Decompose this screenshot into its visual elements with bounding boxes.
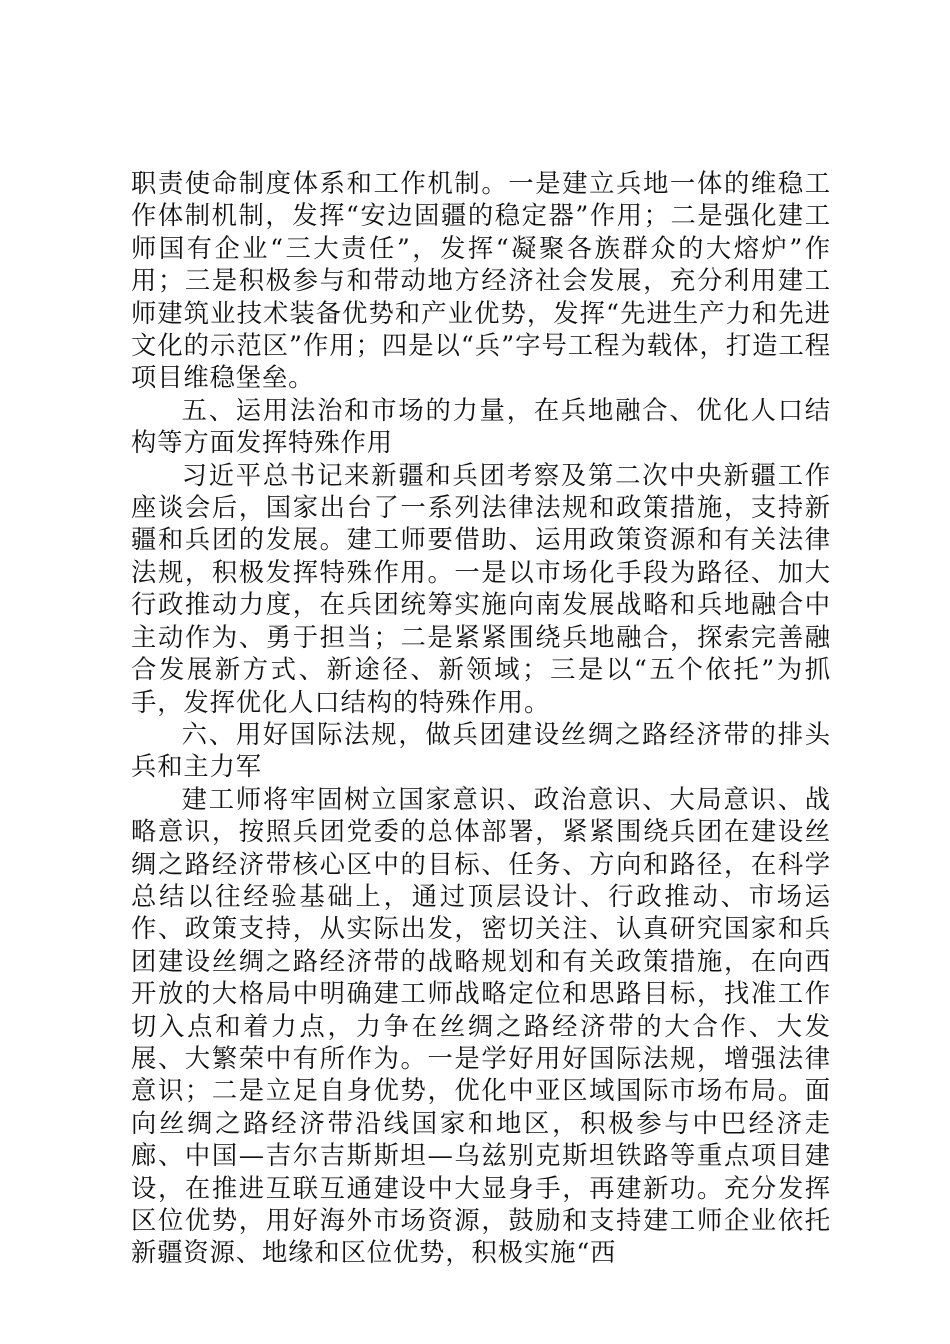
paragraph-2: 习近平总书记来新疆和兵团考察及第二次中央新疆工作座谈会后，国家出台了一系列法律法规和政策措施，支持新疆和兵团的发展。建工师要借助、运用政策资源和有关法律法规，积极发挥特殊作用。一是以市场化手段为路径、加大行政推动力度，在兵团统筹实施向南发展战略和兵地融合中主动作为、勇于担当；二是紧紧围绕兵地融合，探索完善融合发展新方式、新途径、新领域；三是以“五个依托”为抓手，发挥优化人口结构的特殊作用。	[131, 460, 831, 717]
section-heading-5: 五、运用法治和市场的力量，在兵地融合、优化人口结构等方面发挥特殊作用	[131, 395, 831, 458]
paragraph-3: 建工师将牢固树立国家意识、政治意识、大局意识、战略意识，按照兵团党委的总体部署，紧紧围绕兵团在建设丝绸之路经济带核心区中的目标、任务、方向和路径，在科学总结以往经验基础上，通过顶层设计、行政推动、市场运作、政策支持，从实际出发，密切关注、认真研究国家和兵团建设丝绸之路经济带的战略规划和有关政策措施，在向西开放的大格局中明确建工师战略定位和思路目标，找准工作切入点和着力点，力争在丝绸之路经济带的大合作、大发展、大繁荣中有所作为。一是学好用好国际法规，增强法律意识；二是立足自身优势，优化中亚区域国际市场布局。面向丝绸之路经济带沿线国家和地区，积极参与中巴经济走廊、中国—吉尔吉斯斯坦—乌兹别克斯坦铁路等重点项目建设，在推进互联互通建设中大显身手，再建新功。充分发挥区位优势，用好海外市场资源，鼓励和支持建工师企业依托新疆资源、地缘和区位优势，积极实施“西	[131, 784, 831, 1268]
document-body	[131, 168, 831, 1270]
paragraph-1: 职责使命制度体系和工作机制。一是建立兵地一体的维稳工作体制机制，发挥“安边固疆的稳定器”作用；二是强化建工师国有企业“三大责任”，发挥“凝聚各族群众的大熔炉”作用；三是积极参与和带动地方经济社会发展，充分利用建工师建筑业技术装备优势和产业优势，发挥“先进生产力和先进文化的示范区”作用；四是以“兵”字号工程为载体，打造工程项目维稳堡垒。	[131, 169, 831, 393]
section-heading-6: 六、用好国际法规，做兵团建设丝绸之路经济带的排头兵和主力军	[131, 719, 831, 782]
